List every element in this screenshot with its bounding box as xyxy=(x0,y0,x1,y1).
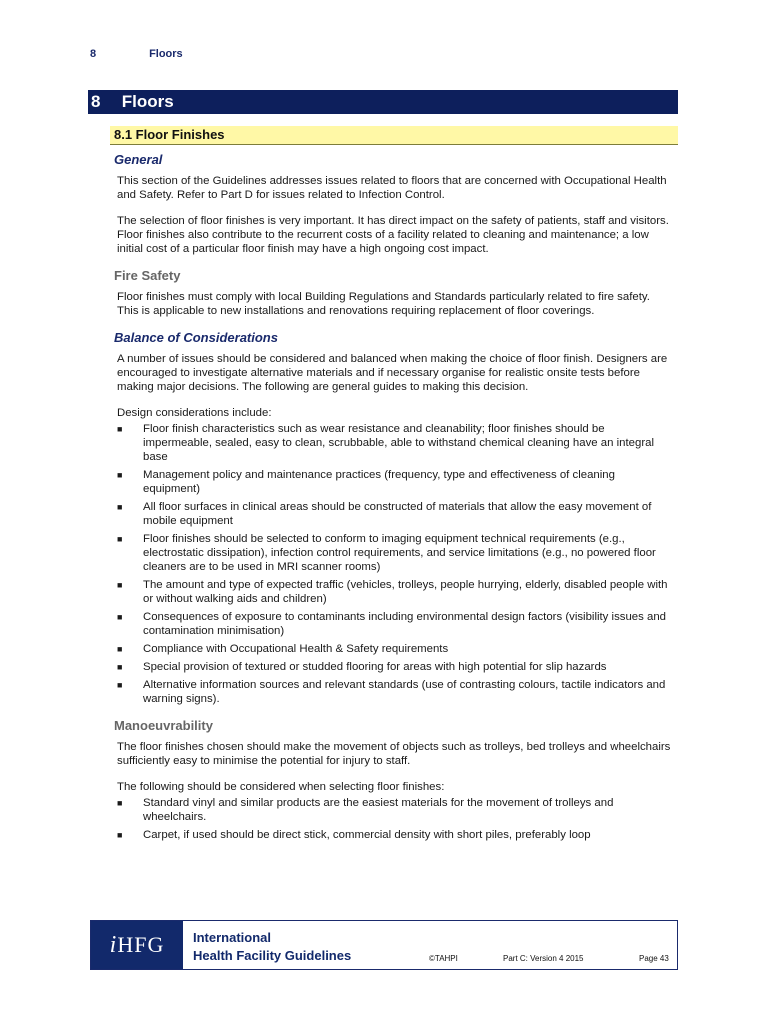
footer-title-line2: Health Facility Guidelines xyxy=(193,948,352,963)
ihfg-logo xyxy=(91,921,183,969)
bullet-icon: ■ xyxy=(117,534,123,544)
chapter-title: Floors xyxy=(121,92,174,111)
balance-paragraph: A number of issues should be considered and balanced when making the choice of floor finish. Designers are encouraged to investigate alternative materials and if necessary organise for realistic onsite tests before making major decisions. The following are general guides to making this decision. xyxy=(117,353,668,393)
general-paragraph-1: This section of the Guidelines addresses issues related to floors that are concerned with Occupational Health and Safety. Refer to Part D for issues related to Infection Control. xyxy=(117,175,667,201)
list-item: ■ Floor finish characteristics such as wear resistance and cleanability; floor finishes should be impermeable, sealed, easy to clean, scrubbable, able to withstand chemical cleaning have an integral base xyxy=(117,423,654,463)
list-item: ■ Carpet, if used should be direct stick, commercial density with short piles, preferably loop xyxy=(117,829,591,841)
general-heading: General xyxy=(114,152,163,167)
list-item: ■ The amount and type of expected traffic (vehicles, trolleys, people hurrying, elderly, disabled people with or without walking aids and children) xyxy=(117,579,668,605)
balance-intro: Design considerations include: xyxy=(117,407,272,419)
footer-title-line1: International xyxy=(193,930,272,945)
page-footer xyxy=(90,920,678,970)
fire-safety-heading: Fire Safety xyxy=(114,268,181,283)
bullet-icon: ■ xyxy=(117,662,123,672)
bullet-icon: ■ xyxy=(117,502,123,512)
list-item: ■ Special provision of textured or studded flooring for areas with high potential for slip hazards xyxy=(117,661,607,673)
list-item: ■ Standard vinyl and similar products are the easiest materials for the movement of trolleys and wheelchairs. xyxy=(117,797,614,823)
bullet-icon: ■ xyxy=(117,424,123,434)
running-head-number: 8 xyxy=(90,48,97,60)
logo-letter: i xyxy=(109,931,118,958)
list-item: ■ Compliance with Occupational Health & Safety requirements xyxy=(117,643,449,655)
fire-safety-paragraph: Floor finishes must comply with local Building Regulations and Standards particularly related to fire safety. This is applicable to new installations and renovations requiring replacement of floor coverings. xyxy=(117,291,650,317)
page-content xyxy=(114,152,673,854)
manoeuvrability-paragraph: The floor finishes chosen should make the movement of objects such as trolleys, bed trolleys and wheelchairs sufficiently easy to minimise the potential for injury to staff. xyxy=(117,741,671,767)
manoeuvrability-heading: Manoeuvrability xyxy=(114,718,213,733)
bullet-icon: ■ xyxy=(117,612,123,622)
list-item: ■ Alternative information sources and relevant standards (use of contrasting colours, tactile indicators and warning signs). xyxy=(117,679,666,705)
list-item: ■ All floor surfaces in clinical areas should be constructed of materials that allow the easy movement of mobile equipment xyxy=(117,501,652,527)
bullet-icon: ■ xyxy=(117,470,123,480)
running-head-title: Floors xyxy=(149,48,183,60)
footer-copyright: ©TAHPI xyxy=(429,954,458,963)
list-item: ■ Floor finishes should be selected to conform to imaging equipment technical requirements (e.g., electrostatic dissipation), infection control requirements, and service limitations (e.g., no powered floor cleaners are to be used in MRI scanner rooms) xyxy=(117,533,656,573)
manoeuvrability-list xyxy=(117,796,673,842)
chapter-number: 8 xyxy=(91,92,101,111)
general-paragraph-2: The selection of floor finishes is very important. It has direct impact on the safety of patients, staff and visitors. Floor finishes also contribute to the recurrent costs of a facility related to cleaning and maintenance; a low initial cost of a particular floor finish may have a high ongoing cost impact. xyxy=(117,215,669,255)
footer-title xyxy=(193,929,351,965)
bullet-icon: ■ xyxy=(117,580,123,590)
footer-page-number: Page 43 xyxy=(639,954,669,963)
bullet-icon: ■ xyxy=(117,798,123,808)
logo-text: HFG xyxy=(117,932,165,957)
manoeuvrability-intro: The following should be considered when selecting floor finishes: xyxy=(117,781,445,793)
list-item: ■ Consequences of exposure to contaminants including environmental design factors (visibility issues and contamination minimisation) xyxy=(117,611,666,637)
bullet-icon: ■ xyxy=(117,680,123,690)
bullet-icon: ■ xyxy=(117,830,123,840)
footer-version: Part C: Version 4 2015 xyxy=(503,954,584,963)
design-considerations-list xyxy=(117,422,673,706)
chapter-heading xyxy=(88,90,678,114)
running-head xyxy=(90,48,183,60)
section-heading: 8.1 Floor Finishes xyxy=(110,126,678,145)
list-item: ■ Management policy and maintenance practices (frequency, type and effectiveness of cleaning equipment) xyxy=(117,469,615,495)
bullet-icon: ■ xyxy=(117,644,123,654)
balance-heading: Balance of Considerations xyxy=(114,330,278,345)
